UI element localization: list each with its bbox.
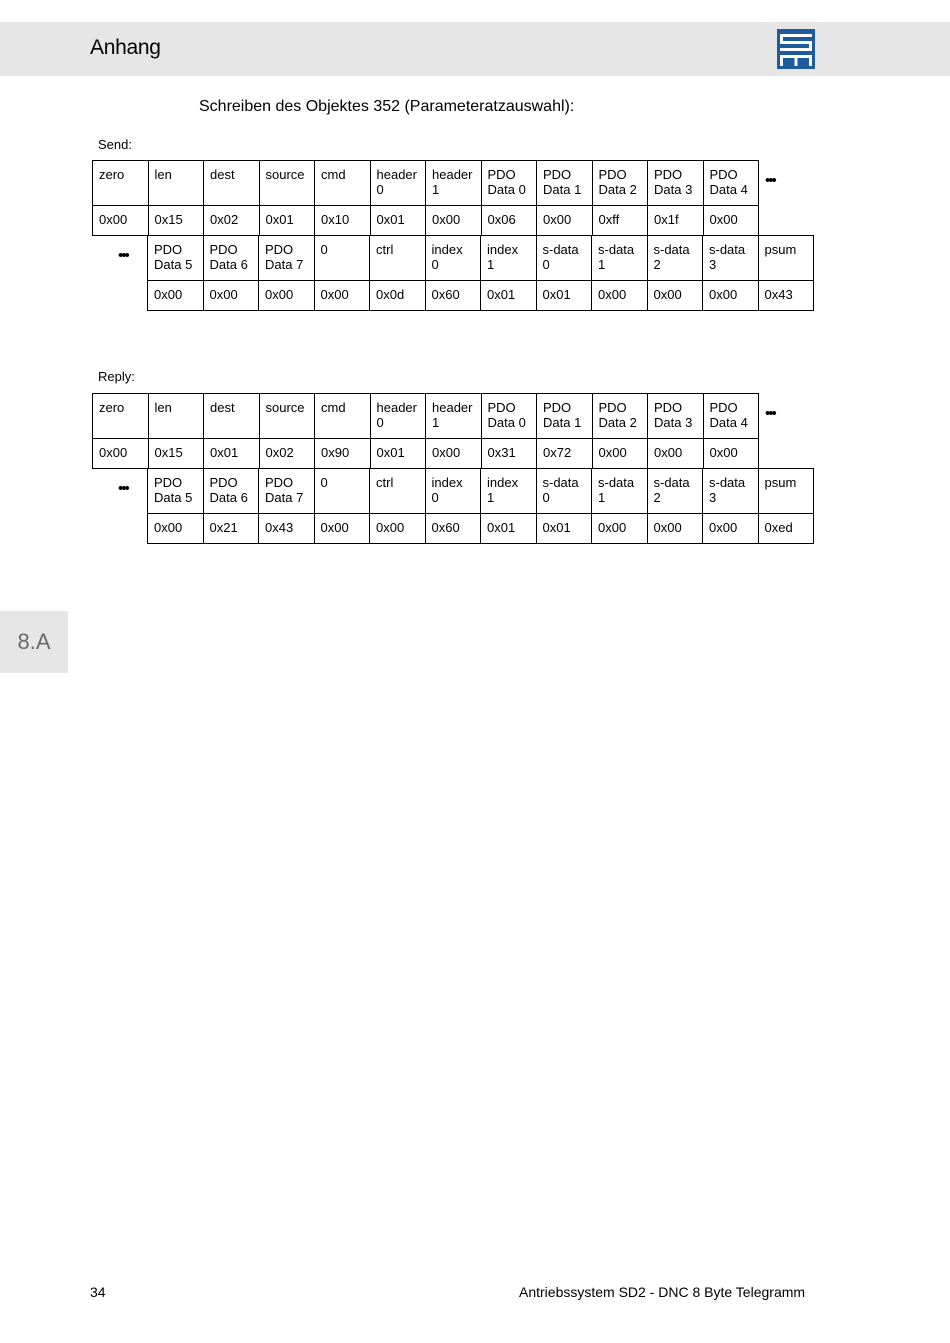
cell-text: header xyxy=(432,167,473,182)
cell-text: PDO xyxy=(487,400,516,415)
header-cell xyxy=(425,160,482,206)
value-cell xyxy=(259,438,316,469)
value-cell xyxy=(758,280,815,311)
cell-text: dest xyxy=(210,400,235,415)
cell-text: PDO xyxy=(154,242,183,257)
cell-text: 0x00 xyxy=(154,520,183,535)
chapter-tab[interactable]: 8.A xyxy=(0,611,68,673)
value-cell xyxy=(314,513,371,544)
cell-text: 2 xyxy=(653,257,661,272)
cell-text: 0 xyxy=(376,415,384,430)
header-cell xyxy=(425,393,482,439)
cell-text: 0x0d xyxy=(376,287,405,302)
cell-text: 0x01 xyxy=(265,212,294,227)
header-cell xyxy=(92,160,149,206)
header-cell xyxy=(425,235,482,281)
cell-text: Data 0 xyxy=(487,415,526,430)
cell-text: zero xyxy=(99,167,125,182)
value-cell xyxy=(702,280,759,311)
header-cell xyxy=(369,235,426,281)
cell-text: 0x06 xyxy=(487,212,516,227)
value-cell xyxy=(370,438,427,469)
cell-text: 0x00 xyxy=(598,445,627,460)
cell-text: Data 4 xyxy=(709,415,748,430)
cell-text: 0x00 xyxy=(709,287,738,302)
cell-text: 0x01 xyxy=(376,445,405,460)
cell-text: 0x01 xyxy=(210,445,239,460)
cell-text: PDO xyxy=(709,400,738,415)
header-cell xyxy=(758,468,815,514)
cell-text: 0x00 xyxy=(99,212,128,227)
cell-text: 0x00 xyxy=(598,287,627,302)
value-cell xyxy=(647,280,704,311)
value-cell xyxy=(481,438,538,469)
cell-text: 0x00 xyxy=(154,287,183,302)
cell-text: 0x01 xyxy=(542,287,571,302)
header-cell xyxy=(203,468,260,514)
cell-text: PDO xyxy=(654,167,683,182)
header-cell xyxy=(480,235,537,281)
header-cell xyxy=(592,160,649,206)
continuation-marker: ••• xyxy=(765,405,775,422)
cell-text: 0x31 xyxy=(487,445,516,460)
cell-text: index xyxy=(431,242,463,257)
value-cell xyxy=(203,513,260,544)
cell-text: Data 2 xyxy=(598,182,637,197)
cell-text: PDO xyxy=(209,475,238,490)
header-cell xyxy=(536,393,593,439)
cell-text: 0x15 xyxy=(154,445,183,460)
cell-text: index xyxy=(487,242,519,257)
cell-text: 0 xyxy=(542,257,550,272)
cell-text: 0x00 xyxy=(709,520,738,535)
cell-text: 0x00 xyxy=(209,287,238,302)
header-cell xyxy=(314,160,371,206)
cell-text: index xyxy=(431,475,463,490)
cell-text: 1 xyxy=(487,490,495,505)
cell-text: 1 xyxy=(432,415,440,430)
cell-text: 0x00 xyxy=(598,520,627,535)
value-cell xyxy=(480,280,537,311)
cell-text: header xyxy=(376,167,417,182)
section-heading: Schreiben des Objektes 352 (Parameteratzauswahl): xyxy=(199,98,575,115)
cell-text: s-data xyxy=(598,242,635,257)
cell-text: source xyxy=(265,167,305,182)
value-cell xyxy=(203,205,260,236)
cell-text: 0x43 xyxy=(764,287,793,302)
header-cell xyxy=(536,160,593,206)
cell-text: len xyxy=(154,400,172,415)
continuation-marker: ••• xyxy=(765,172,775,189)
cell-text: PDO xyxy=(487,167,516,182)
cell-text: 0x00 xyxy=(320,287,349,302)
cell-text: 0 xyxy=(431,257,439,272)
value-cell xyxy=(258,513,315,544)
cell-text: header xyxy=(432,400,473,415)
value-cell xyxy=(481,205,538,236)
value-cell xyxy=(758,513,815,544)
cell-text: Data 1 xyxy=(543,182,582,197)
cell-text: Data 3 xyxy=(654,182,693,197)
cell-text: 0x60 xyxy=(431,287,460,302)
header-cell xyxy=(259,393,316,439)
company-logo-icon xyxy=(777,29,815,69)
value-cell xyxy=(425,438,482,469)
cell-text: 0xff xyxy=(598,212,620,227)
cell-text: 0x00 xyxy=(653,287,682,302)
header-cell xyxy=(702,468,759,514)
cell-text: s-data xyxy=(598,475,635,490)
cell-text: zero xyxy=(99,400,125,415)
cell-text: 0x21 xyxy=(209,520,238,535)
header-cell xyxy=(425,468,482,514)
header-cell xyxy=(258,235,315,281)
cell-text: 0x1f xyxy=(654,212,679,227)
cell-text: 0x00 xyxy=(654,445,683,460)
header-cell xyxy=(647,235,704,281)
header-cell xyxy=(480,468,537,514)
cell-text: 0 xyxy=(320,475,328,490)
value-cell xyxy=(702,513,759,544)
cell-text: Data 5 xyxy=(154,490,193,505)
value-cell xyxy=(148,205,205,236)
header-cell xyxy=(314,468,371,514)
cell-text: 0x43 xyxy=(265,520,294,535)
cell-text: Data 7 xyxy=(265,490,304,505)
cell-text: Data 6 xyxy=(209,257,248,272)
page-header-title: Anhang xyxy=(90,36,161,59)
header-cell xyxy=(203,393,260,439)
header-cell xyxy=(148,393,205,439)
footer-document-title: Antriebssystem SD2 - DNC 8 Byte Telegramm xyxy=(519,1284,806,1300)
value-cell xyxy=(148,438,205,469)
cell-text: PDO xyxy=(265,242,294,257)
header-cell xyxy=(647,393,704,439)
header-cell xyxy=(592,393,649,439)
cell-text: 0x72 xyxy=(543,445,572,460)
header-cell xyxy=(481,160,538,206)
value-cell xyxy=(591,280,648,311)
value-cell xyxy=(314,438,371,469)
cell-text: 0x00 xyxy=(99,445,128,460)
header-cell xyxy=(369,468,426,514)
cell-text: Data 2 xyxy=(598,415,637,430)
cell-text: PDO xyxy=(209,242,238,257)
value-cell xyxy=(592,438,649,469)
cell-text: Data 7 xyxy=(265,257,304,272)
value-cell xyxy=(425,280,482,311)
continuation-marker: ••• xyxy=(118,480,128,497)
cell-text: PDO xyxy=(154,475,183,490)
header-cell xyxy=(758,235,815,281)
cell-text: dest xyxy=(210,167,235,182)
cell-text: 2 xyxy=(653,490,661,505)
value-cell xyxy=(647,438,704,469)
value-cell xyxy=(92,438,149,469)
header-cell xyxy=(703,160,760,206)
cell-text: psum xyxy=(764,475,797,490)
cell-text: 0x01 xyxy=(542,520,571,535)
cell-text: PDO xyxy=(543,167,572,182)
value-cell xyxy=(259,205,316,236)
cell-text: source xyxy=(265,400,305,415)
value-cell xyxy=(147,280,204,311)
cell-text: 0 xyxy=(542,490,550,505)
cell-text: 0x00 xyxy=(432,212,461,227)
value-cell xyxy=(703,438,760,469)
header-cell xyxy=(647,468,704,514)
cell-text: PDO xyxy=(598,167,627,182)
value-cell xyxy=(647,513,704,544)
cell-text: ctrl xyxy=(376,475,394,490)
cell-text: Data 5 xyxy=(154,257,193,272)
cell-text: 0x00 xyxy=(320,520,349,535)
value-cell xyxy=(536,438,593,469)
page-number: 34 xyxy=(90,1284,106,1300)
header-cell xyxy=(314,235,371,281)
cell-text: 0x10 xyxy=(321,212,350,227)
cell-text: s-data xyxy=(709,475,746,490)
header-cell xyxy=(148,160,205,206)
cell-text: 0x01 xyxy=(376,212,405,227)
header-cell xyxy=(702,235,759,281)
value-cell xyxy=(536,280,593,311)
value-cell xyxy=(314,280,371,311)
cell-text: 3 xyxy=(709,490,717,505)
cell-text: 1 xyxy=(598,257,606,272)
cell-text: s-data xyxy=(542,475,579,490)
cell-text: index xyxy=(487,475,519,490)
cell-text: 3 xyxy=(709,257,717,272)
cell-text: Data 0 xyxy=(487,182,526,197)
value-cell xyxy=(369,280,426,311)
value-cell xyxy=(203,438,260,469)
header-cell xyxy=(314,393,371,439)
cell-text: len xyxy=(154,167,172,182)
cell-text: 0x00 xyxy=(653,520,682,535)
reply-label: Reply: xyxy=(98,369,135,384)
continuation-marker: ••• xyxy=(118,247,128,264)
cell-text: PDO xyxy=(709,167,738,182)
value-cell xyxy=(92,205,149,236)
cell-text: psum xyxy=(764,242,797,257)
value-cell xyxy=(703,205,760,236)
header-cell xyxy=(370,393,427,439)
value-cell xyxy=(480,513,537,544)
value-cell xyxy=(647,205,704,236)
value-cell xyxy=(314,205,371,236)
cell-text: 0 xyxy=(376,182,384,197)
header-cell xyxy=(259,160,316,206)
cell-text: 0x02 xyxy=(210,212,239,227)
cell-text: s-data xyxy=(653,475,690,490)
header-cell xyxy=(147,235,204,281)
cell-text: Data 1 xyxy=(543,415,582,430)
cell-text: ctrl xyxy=(376,242,394,257)
header-cell xyxy=(92,393,149,439)
header-cell xyxy=(481,393,538,439)
cell-text: 0x01 xyxy=(487,520,516,535)
value-cell xyxy=(591,513,648,544)
header-cell xyxy=(536,235,593,281)
cell-text: 0x00 xyxy=(709,212,738,227)
value-cell xyxy=(425,513,482,544)
header-cell xyxy=(703,393,760,439)
cell-text: 0 xyxy=(320,242,328,257)
value-cell xyxy=(536,205,593,236)
value-cell xyxy=(369,513,426,544)
cell-text: PDO xyxy=(598,400,627,415)
cell-text: 0x01 xyxy=(487,287,516,302)
value-cell xyxy=(536,513,593,544)
cell-text: 0 xyxy=(431,490,439,505)
cell-text: 1 xyxy=(598,490,606,505)
cell-text: 0x00 xyxy=(432,445,461,460)
cell-text: 0x00 xyxy=(709,445,738,460)
cell-text: 0x90 xyxy=(321,445,350,460)
cell-text: s-data xyxy=(709,242,746,257)
value-cell xyxy=(147,513,204,544)
cell-text: s-data xyxy=(542,242,579,257)
cell-text: cmd xyxy=(321,167,346,182)
cell-text: 1 xyxy=(432,182,440,197)
cell-text: PDO xyxy=(543,400,572,415)
cell-text: 1 xyxy=(487,257,495,272)
value-cell xyxy=(425,205,482,236)
header-cell xyxy=(536,468,593,514)
cell-text: 0xed xyxy=(764,520,793,535)
cell-text: 0x60 xyxy=(431,520,460,535)
value-cell xyxy=(258,280,315,311)
header-cell xyxy=(647,160,704,206)
cell-text: header xyxy=(376,400,417,415)
cell-text: Data 4 xyxy=(709,182,748,197)
header-cell xyxy=(147,468,204,514)
cell-text: cmd xyxy=(321,400,346,415)
cell-text: 0x00 xyxy=(265,287,294,302)
value-cell xyxy=(370,205,427,236)
cell-text: Data 6 xyxy=(209,490,248,505)
cell-text: 0x00 xyxy=(543,212,572,227)
header-cell xyxy=(203,235,260,281)
cell-text: 0x00 xyxy=(376,520,405,535)
value-cell xyxy=(592,205,649,236)
header-cell xyxy=(591,235,648,281)
cell-text: 0x15 xyxy=(154,212,183,227)
value-cell xyxy=(203,280,260,311)
cell-text: s-data xyxy=(653,242,690,257)
cell-text: 0x02 xyxy=(265,445,294,460)
header-cell xyxy=(258,468,315,514)
header-cell xyxy=(203,160,260,206)
header-cell xyxy=(370,160,427,206)
cell-text: Data 3 xyxy=(654,415,693,430)
header-cell xyxy=(591,468,648,514)
cell-text: PDO xyxy=(265,475,294,490)
cell-text: PDO xyxy=(654,400,683,415)
send-label: Send: xyxy=(98,137,132,152)
